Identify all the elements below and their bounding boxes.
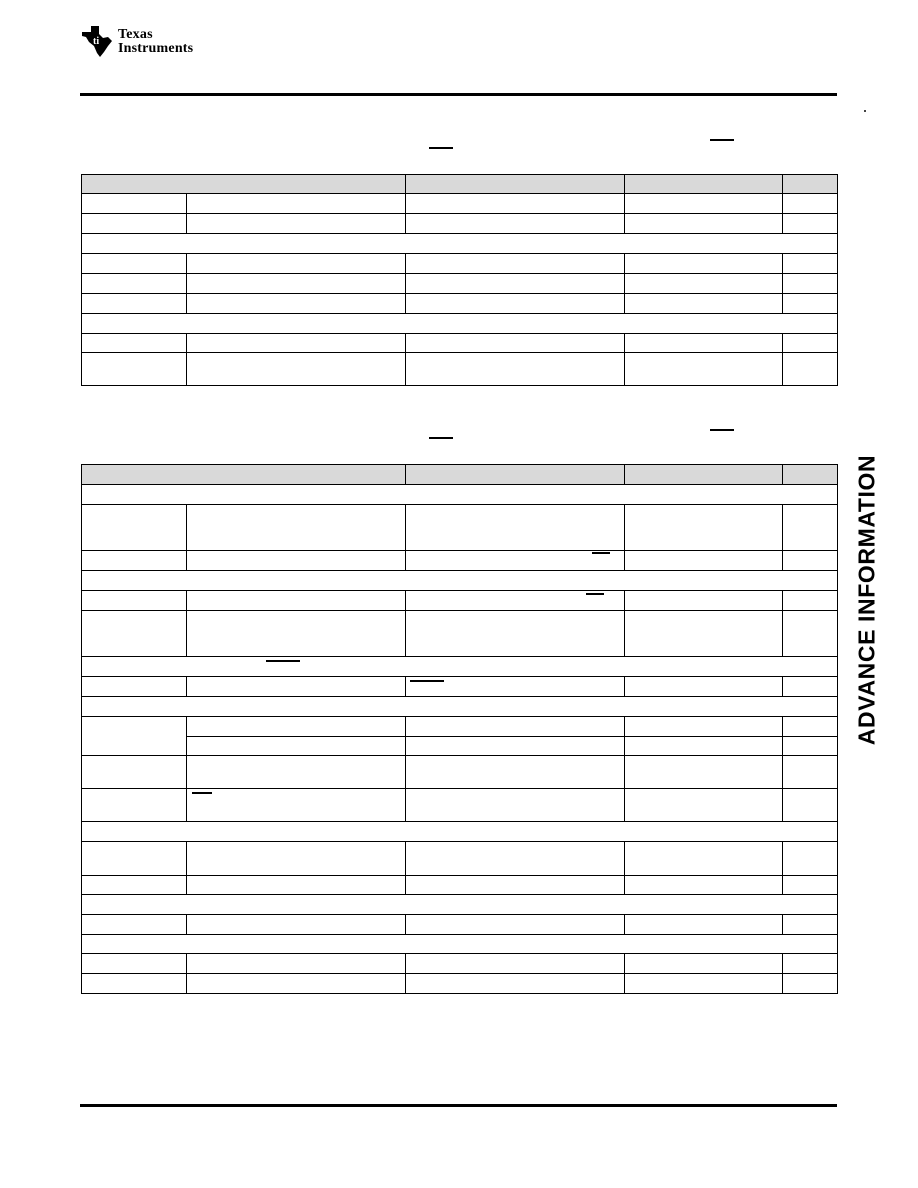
table-row [82,737,838,756]
signal-overbar [592,552,610,554]
caption-overbar [429,147,453,149]
brand-line-1: Texas [118,27,153,42]
table-row [82,974,838,994]
table-row [82,756,838,789]
ti-logo [80,24,230,62]
table-row [82,611,838,657]
table-row [82,876,838,895]
signal-overbar [266,660,300,662]
brand-wordmark [118,28,193,56]
table-row [82,954,838,974]
table-row [82,294,838,314]
table-row [82,334,838,353]
table-section-row [82,895,838,915]
header-rule [80,93,837,96]
footer-rule [80,1104,837,1107]
table-header-row [82,465,838,485]
signal-overbar [192,792,212,794]
signal-overbar [410,680,444,682]
table-section-row [82,697,838,717]
table-section-row [82,485,838,505]
table-row [82,842,838,876]
table-section-row [82,234,838,254]
caption-overbar [710,429,734,431]
page-mark [864,110,866,112]
table-section-row [82,571,838,591]
caption-overbar [710,139,734,141]
table-section-row [82,822,838,842]
table-row [82,214,838,234]
table-row [82,591,838,611]
texas-state-icon [80,24,114,58]
signal-overbar [586,593,604,595]
table-row [82,551,838,571]
table-section-row [82,314,838,334]
spec-table-2 [81,464,838,994]
table-row [82,274,838,294]
caption-overbar [429,437,453,439]
table-row [82,677,838,697]
table-row [82,915,838,935]
spec-table-1 [81,174,838,386]
table-header-row [82,175,838,194]
svg-text:ti: ti [93,36,100,47]
table-row [82,505,838,551]
brand-line-2: Instruments [118,41,194,56]
table-row [82,254,838,274]
advance-information-label: ADVANCE INFORMATION [853,454,880,746]
table-row [82,194,838,214]
table-section-row [82,935,838,954]
table-section-row [82,657,838,677]
table-row [82,717,838,737]
table-row [82,353,838,386]
